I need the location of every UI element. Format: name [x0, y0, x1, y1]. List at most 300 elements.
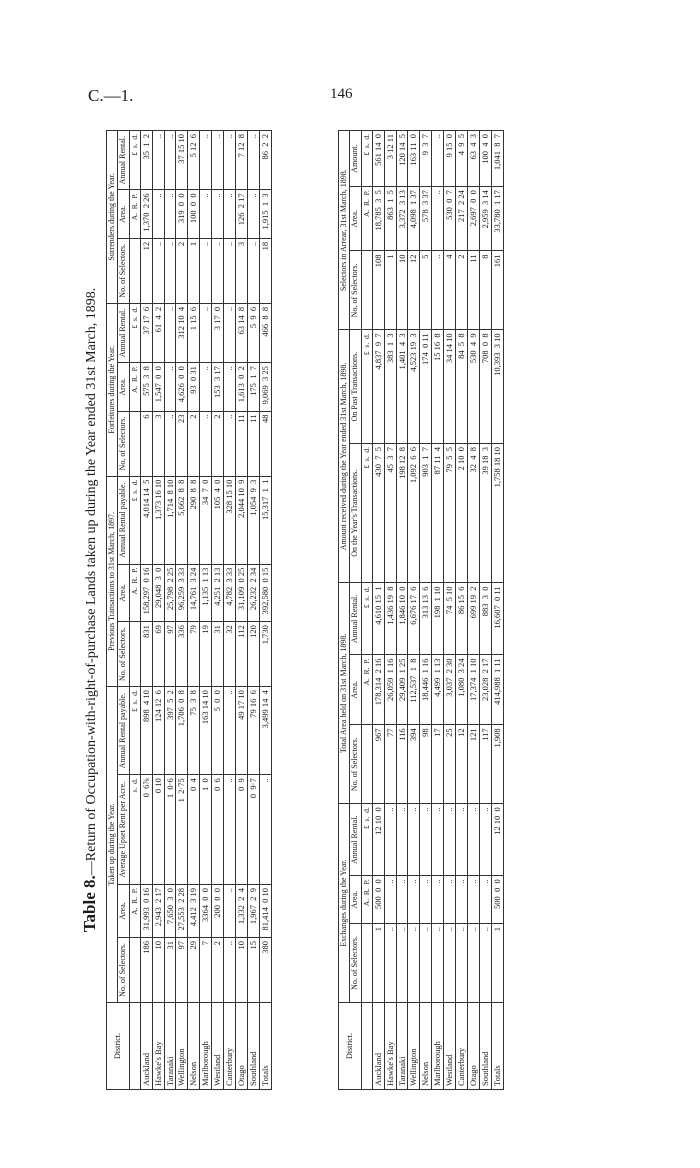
- table-row: [444, 131, 456, 1090]
- table-cell: 1,373 16 10: [152, 476, 164, 564]
- totals-row: [259, 131, 271, 1090]
- table-cell: 4,098 1 37: [408, 187, 420, 251]
- table-row: [420, 131, 432, 1090]
- district-name: Taranaki: [164, 1003, 176, 1090]
- table-cell: ..: [152, 238, 164, 303]
- page-number: 146: [330, 86, 353, 102]
- col-selectors: No. of Selectors.: [118, 238, 129, 303]
- unit-label: £ s. d.: [361, 330, 372, 444]
- table-cell: 15 16 8: [432, 330, 444, 444]
- table-cell: 6: [140, 411, 152, 476]
- table-cell: 198 1 10: [432, 583, 444, 655]
- table-cell: 217 2 24: [456, 187, 468, 251]
- table-cell: 6,676 17 6: [408, 583, 420, 655]
- group-held: Total Area held on 31st March, 1898.: [339, 583, 350, 804]
- table-cell: 1,092 6 6: [408, 444, 420, 583]
- table-cell: 2: [212, 937, 224, 1002]
- table-cell: 2: [456, 251, 468, 330]
- totals-cell: 1,730: [259, 622, 271, 687]
- unit-label: £ s. d.: [129, 476, 140, 564]
- table-cell: 97: [176, 937, 188, 1002]
- table-cell: 63 14 8: [236, 303, 248, 362]
- table-cell: ..: [420, 804, 432, 876]
- col-on-past: On Past Transactions.: [350, 330, 361, 444]
- page-code: C.—1.: [88, 86, 134, 105]
- district-name: Canterbury: [224, 1003, 236, 1090]
- table-cell: 8: [479, 251, 491, 330]
- table-cell: ..: [432, 924, 444, 1003]
- table-cell: 31: [164, 937, 176, 1002]
- table-cell: 15: [247, 937, 259, 1002]
- totals-cell: 1: [491, 924, 503, 1003]
- table-cell: ..: [408, 804, 420, 876]
- table-cell: ..: [224, 131, 236, 190]
- col-district: District.: [339, 1003, 362, 1090]
- table-lower: [338, 130, 504, 1090]
- totals-cell: 33,780 1 17: [491, 187, 503, 251]
- table-row: [164, 131, 176, 1090]
- table-cell: 1,135 1 13: [200, 564, 212, 622]
- table-cell: 500 0 0: [372, 876, 384, 924]
- col-area: Area.: [118, 564, 129, 622]
- table-cell: 25,798 2 25: [164, 564, 176, 622]
- table-cell: 5 0 0: [212, 687, 224, 775]
- table-cell: 163 11 0: [408, 131, 420, 187]
- table-cell: 158,297 0 16: [140, 564, 152, 622]
- totals-cell: 1,041 8 7: [491, 131, 503, 187]
- table-cell: ..: [164, 131, 176, 190]
- table-cell: ..: [247, 238, 259, 303]
- group-taken: Taken up during the Year.: [107, 687, 118, 1003]
- table-cell: 5 9 6: [247, 303, 259, 362]
- table-cell: 3364 0 0: [200, 885, 212, 938]
- table-cell: ..: [212, 131, 224, 190]
- table-cell: 2: [176, 238, 188, 303]
- table-cell: 120: [247, 622, 259, 687]
- table-cell: 4: [444, 251, 456, 330]
- table-cell: 290 8 8: [188, 476, 200, 564]
- table-cell: 96,259 3 33: [176, 564, 188, 622]
- table-cell: 0 9·7: [247, 775, 259, 885]
- unit-label: A. R. P.: [129, 885, 140, 938]
- district-name: Westland: [212, 1003, 224, 1090]
- district-name: Hawke's Bay: [152, 1003, 164, 1090]
- table-cell: ..: [396, 876, 408, 924]
- col-selectors: No. of Selectors.: [350, 924, 361, 1003]
- totals-cell: 466 8 8: [259, 303, 271, 362]
- table-cell: 39 18 3: [479, 444, 491, 583]
- unit-label: A. R. P.: [129, 363, 140, 411]
- unit-label: £ s. d.: [361, 804, 372, 876]
- table-cell: 10: [236, 937, 248, 1002]
- table-cell: 29: [188, 937, 200, 1002]
- table-cell: 0 9: [236, 775, 248, 885]
- table-cell: ..: [432, 804, 444, 876]
- totals-cell: 12 10 0: [491, 804, 503, 876]
- table-cell: 17,374 1 10: [468, 655, 480, 725]
- table-cell: ..: [384, 876, 396, 924]
- district-name: Nelson: [188, 1003, 200, 1090]
- table-row: [236, 131, 248, 1090]
- col-selectors: No. of Selectors.: [350, 725, 361, 804]
- table-row: [456, 131, 468, 1090]
- table-title: [80, 120, 100, 1100]
- units-spacer: [361, 1003, 372, 1090]
- table-cell: 3: [152, 411, 164, 476]
- table-cell: ..: [247, 131, 259, 190]
- table-cell: ..: [224, 190, 236, 238]
- table-cell: ..: [456, 876, 468, 924]
- table-cell: 5: [420, 251, 432, 330]
- table-cell: 1,714 8 10: [164, 476, 176, 564]
- table-cell: 1 0: [200, 775, 212, 885]
- table-cell: ..: [224, 411, 236, 476]
- table-cell: 3: [236, 238, 248, 303]
- unit-label: A. R. P.: [361, 876, 372, 924]
- table-cell: 2,959 3 14: [479, 187, 491, 251]
- table-cell: ..: [164, 411, 176, 476]
- table-cell: 198 12 8: [396, 444, 408, 583]
- table-cell: ..: [432, 876, 444, 924]
- table-cell: 18,785 3 5: [372, 187, 384, 251]
- table-cell: 2 10 0: [456, 444, 468, 583]
- table-cell: 2: [188, 411, 200, 476]
- table-cell: 23,028 2 17: [479, 655, 491, 725]
- unit-spacer: [129, 238, 140, 303]
- table-cell: 1 0·6: [164, 775, 176, 885]
- col-area: Area.: [118, 190, 129, 238]
- table-cell: 3 17 0: [212, 303, 224, 362]
- table-cell: ..: [396, 804, 408, 876]
- district-name: Wellington: [176, 1003, 188, 1090]
- table-cell: 1,846 10 0: [396, 583, 408, 655]
- table-row: [152, 131, 164, 1090]
- col-rental: Annual Rental.: [118, 303, 129, 362]
- totals-cell: 380: [259, 937, 271, 1002]
- table-cell: ..: [408, 876, 420, 924]
- col-area: Area.: [350, 655, 361, 725]
- unit-label: £ s. d.: [129, 131, 140, 190]
- table-cell: ..: [224, 687, 236, 775]
- table-cell: 530 4 9: [468, 330, 480, 444]
- totals-cell: 500 0 0: [491, 876, 503, 924]
- col-selectors: No. of Selectors.: [118, 622, 129, 687]
- rotated-table-page: [80, 120, 580, 1100]
- group-forfeit: Forfeitures during the Year.: [107, 303, 118, 476]
- table-cell: 2,697 0 0: [468, 187, 480, 251]
- totals-cell: 392,580 0 15: [259, 564, 271, 622]
- table-cell: 112,537 1 8: [408, 655, 420, 725]
- table-cell: ..: [224, 937, 236, 1002]
- col-selectors: No. of Selectors.: [118, 937, 129, 1002]
- table-cell: 5,662 8 8: [176, 476, 188, 564]
- table-cell: 530 0 7: [444, 187, 456, 251]
- table-cell: ..: [224, 238, 236, 303]
- table-cell: 1,967 2 9: [247, 885, 259, 938]
- table-cell: 178,314 2 16: [372, 655, 384, 725]
- totals-cell: 81,414 0 10: [259, 885, 271, 938]
- table-cell: 4,251 2 13: [212, 564, 224, 622]
- table-cell: ..: [224, 303, 236, 362]
- table-row: [468, 131, 480, 1090]
- table-cell: ..: [224, 775, 236, 885]
- table-cell: 31,109 0 25: [236, 564, 248, 622]
- table-row: [396, 131, 408, 1090]
- table-cell: 10: [152, 937, 164, 1002]
- table-cell: 903 1 7: [420, 444, 432, 583]
- table-cell: 336: [176, 622, 188, 687]
- unit-spacer: [129, 622, 140, 687]
- totals-cell: 48: [259, 411, 271, 476]
- table-cell: 11: [236, 411, 248, 476]
- table-cell: 561 14 0: [372, 131, 384, 187]
- table-cell: 394: [408, 725, 420, 804]
- table-row: [384, 131, 396, 1090]
- table-cell: 34 7 0: [200, 476, 212, 564]
- table-cell: 84 5 8: [456, 330, 468, 444]
- table-cell: ..: [456, 804, 468, 876]
- table-cell: 3,372 3 13: [396, 187, 408, 251]
- table-cell: ..: [456, 924, 468, 1003]
- table-row: [212, 131, 224, 1090]
- district-name: Canterbury: [456, 1003, 468, 1090]
- table-cell: 1 15 6: [188, 303, 200, 362]
- table-cell: 87 11 4: [432, 444, 444, 583]
- table-cell: 5 12 6: [188, 131, 200, 190]
- table-cell: 153 3 17: [212, 363, 224, 411]
- table-cell: ..: [468, 924, 480, 1003]
- table-row: [479, 131, 491, 1090]
- table-cell: 12: [408, 251, 420, 330]
- unit-label: A. R. P.: [361, 655, 372, 725]
- table-cell: ..: [432, 251, 444, 330]
- table-cell: 186: [140, 937, 152, 1002]
- col-rental-payable: Annual Rental payable.: [118, 476, 129, 564]
- table-cell: ..: [200, 238, 212, 303]
- unit-spacer: [361, 725, 372, 804]
- table-cell: 23: [176, 411, 188, 476]
- totals-cell: ..: [259, 775, 271, 885]
- unit-label: £ s. d.: [129, 687, 140, 775]
- table-cell: 25: [444, 725, 456, 804]
- col-area: Area.: [118, 885, 129, 938]
- table-cell: ..: [408, 924, 420, 1003]
- table-cell: ..: [224, 885, 236, 938]
- unit-label: A. R. P.: [129, 190, 140, 238]
- table-cell: 29,409 1 25: [396, 655, 408, 725]
- table-cell: 98: [420, 725, 432, 804]
- table-cell: 1 2·75: [176, 775, 188, 885]
- table-cell: 1,080 3 24: [456, 655, 468, 725]
- col-district: District.: [107, 1003, 130, 1090]
- totals-cell: 1,758 18 10: [491, 444, 503, 583]
- totals-label: Totals: [259, 1003, 271, 1090]
- table-cell: 898 4 10: [140, 687, 152, 775]
- totals-cell: 15,317 1 1: [259, 476, 271, 564]
- table-cell: 699 19 2: [468, 583, 480, 655]
- table-cell: 27,553 2 28: [176, 885, 188, 938]
- table-cell: 26,059 1 16: [384, 655, 396, 725]
- table-cell: ..: [200, 303, 212, 362]
- unit-label: £ s. d.: [129, 303, 140, 362]
- table-cell: 35 1 2: [140, 131, 152, 190]
- col-upset-rent: Average Upset Rent per Acre.: [118, 775, 129, 885]
- table-cell: ..: [479, 876, 491, 924]
- district-name: Otago: [468, 1003, 480, 1090]
- table-cell: ..: [444, 924, 456, 1003]
- district-name: Auckland: [372, 1003, 384, 1090]
- table-cell: 863 1 5: [384, 187, 396, 251]
- table-cell: 120 14 5: [396, 131, 408, 187]
- table-cell: 2: [212, 411, 224, 476]
- unit-spacer: [129, 937, 140, 1002]
- table-cell: 4,610 15 1: [372, 583, 384, 655]
- table-cell: 313 13 6: [420, 583, 432, 655]
- totals-cell: 1,908: [491, 725, 503, 804]
- totals-cell: 1,915 1 3: [259, 190, 271, 238]
- table-cell: ..: [247, 190, 259, 238]
- table-cell: 0 4: [188, 775, 200, 885]
- table-cell: 124 12 6: [152, 687, 164, 775]
- table-cell: 1,370 2 26: [140, 190, 152, 238]
- district-name: Nelson: [420, 1003, 432, 1090]
- unit-spacer: [361, 924, 372, 1003]
- table-cell: 37 15 10: [176, 131, 188, 190]
- col-amount: Amount.: [350, 131, 361, 187]
- totals-cell: 9,069 3 25: [259, 363, 271, 411]
- table-cell: 575 3 8: [140, 363, 152, 411]
- table-cell: 19: [200, 622, 212, 687]
- table-cell: ..: [444, 876, 456, 924]
- table-cell: 578 3 37: [420, 187, 432, 251]
- unit-spacer: [361, 251, 372, 330]
- table-cell: 4,014 14 5: [140, 476, 152, 564]
- table-cell: 1,401 4 3: [396, 330, 408, 444]
- district-name: Hawke's Bay: [384, 1003, 396, 1090]
- table-cell: 4 9 5: [456, 131, 468, 187]
- totals-cell: 161: [491, 251, 503, 330]
- table-cell: 26,232 2 34: [247, 564, 259, 622]
- district-name: Wellington: [408, 1003, 420, 1090]
- table-cell: 0 6⅞: [140, 775, 152, 885]
- table-cell: 31: [212, 622, 224, 687]
- table-cell: 3,037 2 30: [444, 655, 456, 725]
- table-cell: ..: [200, 363, 212, 411]
- table-row: [224, 131, 236, 1090]
- table-cell: 63 4 3: [468, 131, 480, 187]
- group-arrear: Selectors in Arrear, 31st March, 1898.: [339, 131, 350, 330]
- col-area: Area.: [350, 187, 361, 251]
- table-cell: 2,044 10 9: [236, 476, 248, 564]
- group-previous: Previous Transactions to 31st March, 1897.: [107, 476, 118, 687]
- table-cell: 121: [468, 725, 480, 804]
- table-cell: ..: [200, 411, 212, 476]
- table-cell: 12: [140, 238, 152, 303]
- totals-cell: 3,499 14 4: [259, 687, 271, 775]
- table-cell: 312 10 4: [176, 303, 188, 362]
- table-cell: 34 14 10: [444, 330, 456, 444]
- table-cell: 7,650 3 0: [164, 885, 176, 938]
- table-cell: 69: [152, 622, 164, 687]
- table-cell: 74 5 10: [444, 583, 456, 655]
- table-cell: ..: [420, 924, 432, 1003]
- table-cell: 105 4 0: [212, 476, 224, 564]
- table-cell: 4,412 3 19: [188, 885, 200, 938]
- unit-spacer: [129, 411, 140, 476]
- table-cell: 4,837 9 7: [372, 330, 384, 444]
- table-row: [247, 131, 259, 1090]
- table-title-text: —Return of Occupation-with-right-of-purchase Lands taken up during the Year ended 31st March, 1898.: [84, 287, 99, 876]
- table-cell: 1,054 9 3: [247, 476, 259, 564]
- table-cell: 100 0 0: [188, 190, 200, 238]
- units-spacer: [129, 1003, 140, 1090]
- table-cell: 3 12 11: [384, 131, 396, 187]
- table-cell: 11: [247, 411, 259, 476]
- table-cell: 32 4 8: [468, 444, 480, 583]
- table-cell: 1: [384, 251, 396, 330]
- table-cell: ..: [384, 924, 396, 1003]
- district-name: Westland: [444, 1003, 456, 1090]
- table-cell: 86 15 6: [456, 583, 468, 655]
- table-cell: ..: [479, 804, 491, 876]
- table-row: [372, 131, 384, 1090]
- table-cell: ..: [164, 190, 176, 238]
- unit-label: £ s. d.: [361, 444, 372, 583]
- table-cell: ..: [420, 876, 432, 924]
- district-name: Marlborough: [200, 1003, 212, 1090]
- table-cell: 9 3 7: [420, 131, 432, 187]
- table-cell: 831: [140, 622, 152, 687]
- table-cell: 37 17 6: [140, 303, 152, 362]
- col-selectors: No. of Selectors.: [350, 251, 361, 330]
- district-name: Auckland: [140, 1003, 152, 1090]
- group-received: Amount received during the Year ended 31st March, 1898.: [339, 330, 350, 583]
- table-cell: 79 16 6: [247, 687, 259, 775]
- table-cell: 9 15 0: [444, 131, 456, 187]
- col-rental: Annual Rental.: [350, 583, 361, 655]
- table-cell: 1: [188, 238, 200, 303]
- table-cell: 79: [188, 622, 200, 687]
- table-cell: 328 15 10: [224, 476, 236, 564]
- table-cell: 4,782 3 33: [224, 564, 236, 622]
- totals-cell: 16,607 0 11: [491, 583, 503, 655]
- table-cell: 49 17 10: [236, 687, 248, 775]
- table-cell: ..: [212, 190, 224, 238]
- table-cell: 100 4 0: [479, 131, 491, 187]
- table-cell: 79 5 5: [444, 444, 456, 583]
- table-cell: 883 3 0: [479, 583, 491, 655]
- totals-cell: 86 2 2: [259, 131, 271, 190]
- table-cell: ..: [444, 804, 456, 876]
- col-rental: Annual Rental.: [118, 131, 129, 190]
- totals-cell: 414,988 1 11: [491, 655, 503, 725]
- table-cell: 10: [396, 251, 408, 330]
- table-cell: 1,332 2 4: [236, 885, 248, 938]
- table-cell: 4,626 0 0: [176, 363, 188, 411]
- table-cell: 0 6: [212, 775, 224, 885]
- table-cell: 430 7 5: [372, 444, 384, 583]
- table-cell: 108: [372, 251, 384, 330]
- table-row: [188, 131, 200, 1090]
- unit-label: £ s. d.: [361, 131, 372, 187]
- table-cell: 1: [372, 924, 384, 1003]
- district-name: Otago: [236, 1003, 248, 1090]
- table-title-label: Table 8.: [80, 875, 99, 933]
- table-row: [140, 131, 152, 1090]
- table-cell: 1,436 19 8: [384, 583, 396, 655]
- table-cell: 116: [396, 725, 408, 804]
- table-cell: 11: [468, 251, 480, 330]
